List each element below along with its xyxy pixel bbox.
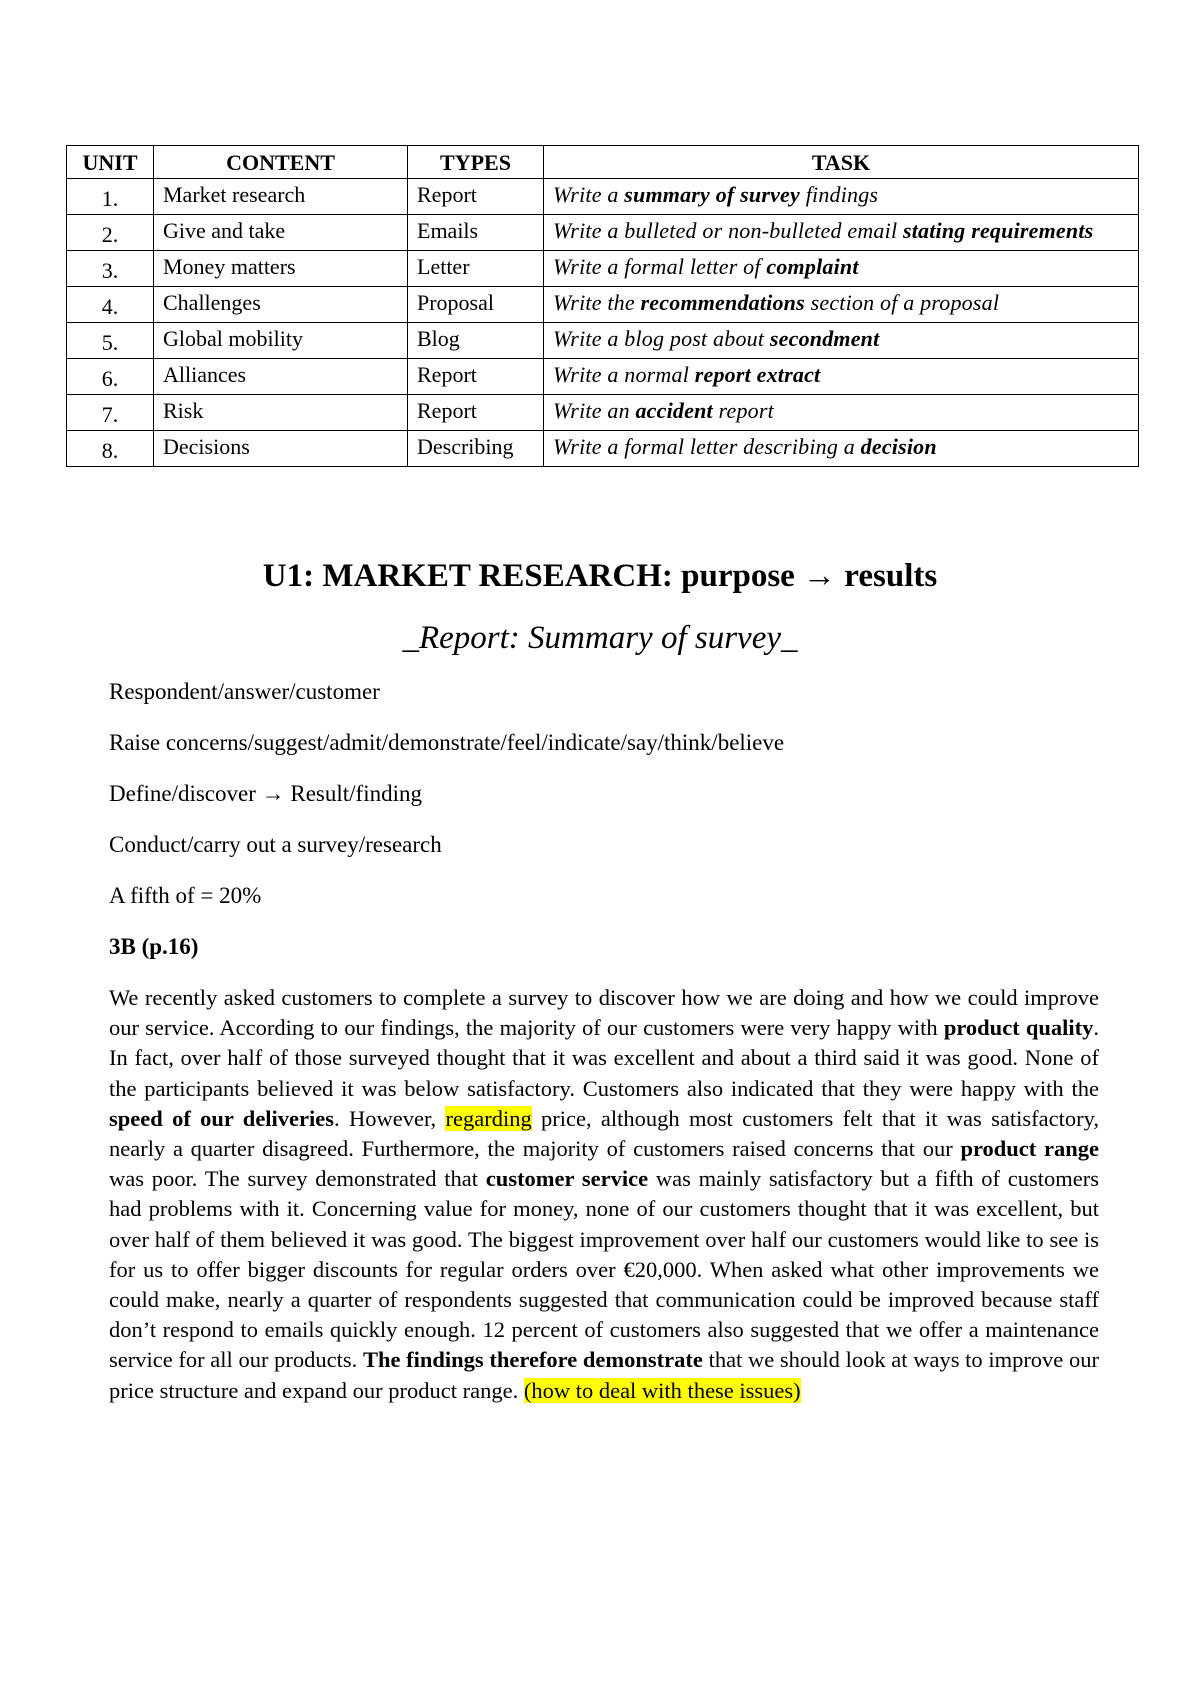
task-keyword: accident bbox=[635, 398, 713, 423]
table-body bbox=[67, 179, 1139, 467]
task-cell bbox=[544, 323, 1139, 359]
task-text: Write a blog post about bbox=[553, 326, 770, 351]
unit-number-cell: 2. bbox=[67, 215, 154, 251]
vocab-line: Respondent/answer/customer bbox=[109, 679, 380, 704]
task-keyword: summary of survey bbox=[624, 182, 800, 207]
type-cell: Report bbox=[408, 359, 544, 395]
bold-phrase: product range bbox=[960, 1136, 1100, 1162]
table-row bbox=[67, 287, 1139, 323]
vocab-line: Define/discover → Result/finding bbox=[109, 781, 422, 806]
content-cell: Money matters bbox=[154, 251, 408, 287]
units-table bbox=[66, 145, 1139, 467]
task-cell bbox=[544, 287, 1139, 323]
table-row bbox=[67, 215, 1139, 251]
header-content: CONTENT bbox=[154, 146, 408, 179]
content-cell: Market research bbox=[154, 179, 408, 215]
task-text: section of a proposal bbox=[804, 290, 1000, 315]
type-cell: Letter bbox=[408, 251, 544, 287]
task-text: Write an bbox=[553, 398, 636, 423]
task-cell bbox=[544, 395, 1139, 431]
task-keyword: decision bbox=[860, 434, 937, 459]
task-text: findings bbox=[800, 182, 879, 207]
task-cell bbox=[544, 251, 1139, 287]
unit-number-cell: 4. bbox=[67, 287, 154, 323]
unit-number-cell: 1. bbox=[67, 179, 154, 215]
unit-number-cell: 5. bbox=[67, 323, 154, 359]
vocab-line: A fifth of = 20% bbox=[109, 883, 262, 908]
task-text: Write a bbox=[553, 182, 625, 207]
content-cell: Alliances bbox=[154, 359, 408, 395]
table-row bbox=[67, 395, 1139, 431]
passage-text: was mainly satisfactory but a fifth of customers had problems with it. Concerning value for money, none of our customers thought that it was excellent, but over half of them believed it was good. The biggest improvement over half our customers would like to see is for us to offer bigger discounts for regular orders over €20,000. When asked what other improvements we could make, nearly a quarter of respondents suggested that communication could be improved because staff don’t respond to emails quickly enough. 12 percent of customers also suggested that we offer a maintenance service for all our products. bbox=[109, 1166, 1099, 1373]
content-cell: Decisions bbox=[154, 431, 408, 467]
task-text: Write a bulleted or non-bulleted email bbox=[553, 218, 903, 243]
bold-phrase: speed of our deliveries bbox=[109, 1105, 335, 1131]
task-text: Write a formal letter of bbox=[553, 254, 767, 279]
passage-text: was poor. The survey demonstrated that bbox=[109, 1166, 486, 1192]
table-row bbox=[67, 431, 1139, 467]
type-cell: Blog bbox=[408, 323, 544, 359]
highlighted-text: regarding bbox=[445, 1105, 532, 1131]
bold-phrase: The findings therefore demonstrate bbox=[362, 1347, 703, 1373]
task-keyword: recommendations bbox=[640, 290, 805, 315]
type-cell: Report bbox=[408, 395, 544, 431]
task-text: Write a normal bbox=[553, 362, 695, 387]
task-keyword: report extract bbox=[694, 362, 821, 387]
task-cell bbox=[544, 215, 1139, 251]
task-text: report bbox=[712, 398, 774, 423]
task-keyword: secondment bbox=[769, 326, 880, 351]
table-row bbox=[67, 359, 1139, 395]
type-cell: Describing bbox=[408, 431, 544, 467]
passage-text: that we should look at ways to improve our price structure and expand our product range. bbox=[109, 1347, 1099, 1403]
task-keyword: complaint bbox=[766, 254, 859, 279]
task-cell bbox=[544, 431, 1139, 467]
table-row bbox=[67, 179, 1139, 215]
exercise-label: 3B (p.16) bbox=[109, 934, 199, 959]
passage-text: We recently asked customers to complete a survey to discover how we are doing and how we could improve our service. According to our findings, the majority of our customers were very happy with bbox=[109, 985, 1099, 1041]
type-cell: Proposal bbox=[408, 287, 544, 323]
header-types: TYPES bbox=[408, 146, 544, 179]
table-row bbox=[67, 251, 1139, 287]
content-cell: Global mobility bbox=[154, 323, 408, 359]
task-text: Write the bbox=[553, 290, 641, 315]
task-keyword: stating requirements bbox=[902, 218, 1094, 243]
vocab-line: Conduct/carry out a survey/research bbox=[109, 832, 442, 857]
content-cell: Give and take bbox=[154, 215, 408, 251]
type-cell: Report bbox=[408, 179, 544, 215]
passage-text: . In fact, over half of those surveyed thought that it was excellent and about a third said it was good. None of the participants believed it was below satisfactory. Customers also indicated that they were happy with the bbox=[109, 1015, 1099, 1101]
content-cell: Challenges bbox=[154, 287, 408, 323]
unit-number-cell: 6. bbox=[67, 359, 154, 395]
report-subheading: _Report: Summary of survey_ bbox=[402, 620, 798, 656]
bold-phrase: product quality bbox=[943, 1015, 1094, 1041]
header-unit: UNIT bbox=[67, 146, 154, 179]
vocab-line: Raise concerns/suggest/admit/demonstrate/feel/indicate/say/think/believe bbox=[109, 730, 785, 755]
passage-text: . However, bbox=[334, 1105, 446, 1131]
header-task: TASK bbox=[544, 146, 1139, 179]
passage-text: price, although most customers felt that it was satisfactory, nearly a quarter disagreed. Furthermore, the majority of customers raised concerns that our bbox=[109, 1105, 1099, 1162]
unit-heading: U1: MARKET RESEARCH: purpose → results bbox=[262, 558, 938, 594]
content-cell: Risk bbox=[154, 395, 408, 431]
unit-number-cell: 8. bbox=[67, 431, 154, 467]
type-cell: Emails bbox=[408, 215, 544, 251]
task-text: Write a formal letter describing a bbox=[553, 434, 861, 459]
unit-number-cell: 3. bbox=[67, 251, 154, 287]
bold-phrase: customer service bbox=[485, 1166, 649, 1192]
survey-summary-passage bbox=[109, 983, 1099, 1406]
task-cell bbox=[544, 359, 1139, 395]
highlighted-text: (how to deal with these issues) bbox=[523, 1377, 801, 1403]
unit-number-cell: 7. bbox=[67, 395, 154, 431]
table-header-row bbox=[67, 146, 1139, 179]
task-cell bbox=[544, 179, 1139, 215]
table-row bbox=[67, 323, 1139, 359]
